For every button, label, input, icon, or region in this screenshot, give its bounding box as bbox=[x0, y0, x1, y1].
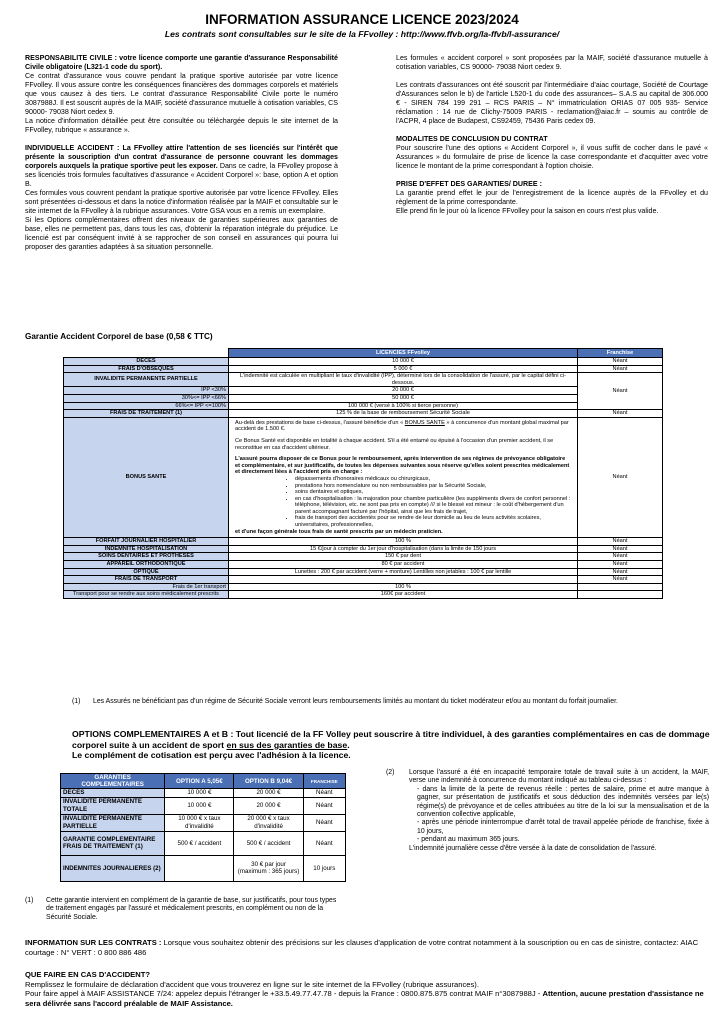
table-row: GARANTIE COMPLEMENTAIRE FRAIS DE TRAITEMENT (1) 500 € / accident 500 € / accident Néant bbox=[61, 831, 346, 855]
ia-body2: Ces formules vous couvrent pendant la pratique sportive autorisée par votre licence FFvolley. Elles sont présentées ci-dessous et dans la notice d'information réalisée par la MAIF et consultable sur le site internet de la FFvolley à la rubrique assurances. Votre GSA vous en a remis un exemplaire. bbox=[25, 189, 338, 215]
opt-note2: Lorsque l'assuré a été en incapacité temporaire totale de travail suite à un accident, la MAIF, verse une indemnité à concurrence du montant indiqué au tableau ci-dessus : - dans la limite de la perte de revenus réelle : pertes de salaire, prime et autre manque à gagner, sur présentation de justificatifs et sous déduction des indemnités versées par le(s) régime(s) de prévoyance et de celles attribuées au titre de la loi sur la mensualisation et de la convention collective applicable, - après une période ininterrompue d'arrêt total de travail appelée période de franchise, fixée à 10 jours, - pendant au maximum 365 jours. L'indemnité journalière cesse d'être versée à la date de consolidation de l'assuré. bbox=[409, 769, 709, 852]
rc-lead: RESPONSABILITE CIVILE : votre licence comporte une garantie d'assurance Responsabilité Civile obligatoire (L321-1 code du sport). bbox=[25, 54, 338, 71]
info-contracts: INFORMATION SUR LES CONTRATS : Lorsque vous souhaitez obtenir des précisions sur les clauses d'application de votre contrat notamment à la souscription ou en cas de sinistre, contactez: AIAC courtage : N° VERT : 0 800 886 486 bbox=[25, 938, 699, 957]
table-row: 66%<= IPP <=100% 100 000 € (versé à 100% si tierce personne) bbox=[64, 402, 663, 410]
ia-lead: INDIVIDUELLE ACCIDENT : La FFvolley attire l'attention de ses licenciés sur l'intérêt que présente la souscription d'un contrat d'assurance de personne couvrant les dommages corporels auxquels la pratique sportive peut les exposer. bbox=[25, 144, 338, 170]
table-row: INVALIDITE PERMANENTE TOTALE 10 000 € 20 000 € Néant bbox=[61, 797, 346, 814]
base-note: Les Assurés ne bénéficiant pas d'un régime de Sécurité Sociale verront leurs remboursements limités au montant du ticket modérateur et/ou au montant du forfait journalier. bbox=[93, 698, 618, 705]
bonus-sante-detail: Au-delà des prestations de base ci-dessus, l'assuré bénéficie d'un « BONUS SANTE » à concurrence d'un montant global maximal par accident de 1.500 €. Ce Bonus Santé est disponible en totalité à chaque accident. S'il a été entamé ou épuisé à l'occasion d'un premier accident, il se reconstitue en cas d'accident ultérieur. L'assuré pourra disposer de ce Bonus pour le remboursement, après intervention de ses régimes de prévoyance obligatoire et complémentaire, et sur justificatifs, de toutes les dépenses suivantes sous réserve qu'elles soient prescrites médicalement et directement liées à l'accident pris en charge : • dépassements d'honoraires médicaux ou chirurgicaux, • prestations hors nomenclature ou non remboursables par la Sécurité Sociale, • soins dentaires et optiques, • en cas d'hospitalisation : la majoration pour chambre particulière (les suppléments divers de confort personnel : téléphone, télévision, etc. ne sont pas pris en compte) /// si le blessé est mineur : le coût d'hébergement d'un parent accompagnant facturé par l'hôpital, ainsi que les frais de trajet, • frais de transport des accidentés pour se rendre de leur domicile au lieu de leurs activités scolaires, universitaires, professionnelles, et d'une façon générale tous frais de santé prescrits par un médecin praticien. bbox=[229, 417, 578, 538]
table-row: OPTIQUE Lunettes : 200 € par accident (verre + monture) Lentilles non jetables : 100 € par lentille Néant bbox=[64, 568, 663, 576]
rc-body1: Ce contrat d'assurance vous couvre pendant la pratique sportive autorisée par votre licence FFvolley. Il vous assure contre les conséquences financières des dommages corporels et matériels que vous causez à des tiers. Le contrat d'assurance Responsabilité Civile porte le numéro 3087988J. Il est souscrit auprès de la MAIF, société d'assurance mutuelle à cotisation variables, CS 90000- 79038 Niort cedex 9. bbox=[25, 72, 338, 116]
effet-title: PRISE D'EFFET DES GARANTIES/ DUREE : bbox=[396, 180, 542, 188]
table-row: INVALIDITE PERMANENTE PARTIELLE L'indemnité est calculée en multipliant le taux d'invalidité (IPP), déterminé lors de la consolidation de l'assuré, par le capital défini ci-dessous. Néant bbox=[64, 373, 663, 387]
table-row: FRAIS DE TRAITEMENT (1) 125 % de la base de remboursement Sécurité Sociale Néant bbox=[64, 410, 663, 418]
table-row: Frais de 1er transport 100 % bbox=[64, 583, 663, 591]
table-row: FRAIS DE TRANSPORT Néant bbox=[64, 576, 663, 584]
base-note-num: (1) bbox=[72, 698, 81, 705]
right-column bbox=[396, 54, 708, 216]
table-row: APPAREIL ORTHODONTIQUE 80 € par accident Néant bbox=[64, 561, 663, 569]
table-row: IPP <30% 20 000 € bbox=[64, 387, 663, 395]
effet-body1: La garantie prend effet le jour de l'enregistrement de la licence auprès de la FFvolley et du règlement de la prime correspondante. bbox=[396, 189, 708, 206]
opt-note1: Cette garantie intervient en complément de la garantie de base, sur justificatifs, pour tous types de traitement engagés par l'assuré et médicalement prescrits, en complément ou non de la Sécurité Sociale. bbox=[46, 897, 337, 921]
base-table-title: Garantie Accident Corporel de base (0,58 € TTC) bbox=[25, 332, 213, 341]
bonus-list: • dépassements d'honoraires médicaux ou chirurgicaux, • prestations hors nomenclature ou non remboursables par la Sécurité Sociale, • soins dentaires et optiques, • en cas d'hospitalisation : la majoration pour chambre particulière (les suppléments divers de confort personnel : téléphone, télévision, etc. ne sont pas pris en compte) /// si le blessé est mineur : le coût d'hébergement d'un parent accompagnant facturé par l'hôpital, ainsi que les frais de trajet, • frais de transport des accidentés pour se rendre de leur domicile au lieu de leurs activités scolaires, universitaires, professionnelles, bbox=[235, 476, 571, 529]
page-title: INFORMATION ASSURANCE LICENCE 2023/2024 bbox=[205, 12, 519, 27]
base-guarantee-table bbox=[63, 348, 663, 599]
table-row: 30%<= IPP <66% 50 000 € bbox=[64, 394, 663, 402]
modalites-title: MODALITES DE CONCLUSION DU CONTRAT bbox=[396, 135, 548, 143]
table-row-bonus: BONUS SANTE Au-delà des prestations de base ci-dessus, l'assuré bénéficie d'un « BONUS SANTE » à concurrence d'un montant global maximal par accident de 1.500 €. Ce Bonus Santé est disponible en totalité à chaque accident. S'il a été entamé ou épuisé à l'occasion d'un premier accident, il se reconstitue en cas d'accident ultérieur. L'assuré pourra disposer de ce Bonus pour le remboursement, après intervention de ses régimes de prévoyance obligatoire et complémentaire, et sur justificatifs, de toutes les dépenses suivantes sous réserve qu'elles soient prescrites médicalement et directement liées à l'accident pris en charge : • dépassements d'honoraires médicaux ou chirurgicaux, • prestations hors nomenclature ou non remboursables par la Sécurité Sociale, • soins dentaires et optiques, • en cas d'hospitalisation : la majoration pour chambre particulière (les suppléments divers de confort personnel : téléphone, télévision, etc. ne sont pas pris en compte) /// si le blessé est mineur : le coût d'hébergement d'un parent accompagnant facturé par l'hôpital, ainsi que les frais de trajet, • frais de transport des accidentés pour se rendre de leur domicile au lieu de leurs activités scolaires, universitaires, professionnelles, et d'une façon générale tous frais de santé prescrits par un médecin praticien. Néant bbox=[64, 417, 663, 538]
page-subtitle: Les contrats sont consultables sur le site de la FFvolley : http://www.ffvb.org/la-ffvb/l-assurance/ bbox=[164, 29, 560, 39]
ia-body1: Dans ce cadre, la FFvolley propose à ses licenciés trois formules facultatives d'assurance « Accident Corporel »: base, option A et option B. bbox=[25, 162, 338, 188]
aiac-info: Les contrats d'assurances ont été souscrit par l'intermédiaire d'aiac courtage, Société de Courtage d'Assurances selon le b) de l'article L520-1 du code des assurances– S.A.S au capital de 306.000 € - SIREN 784 199 291 – RCS PARIS – N° immatriculation ORIAS 07 005 935- Service réclamation : 14 rue de Clichy-75009 PARIS - reclamation@aiac.fr – soumis au contrôle de l'ACPR, 4 place de Budapest, CS92459, 75436 Paris cedex 09. bbox=[396, 81, 708, 125]
table-row: INVALIDITE PERMANENTE PARTIELLE 10 000 € x taux d'invalidité 20 000 € x taux d'invalidité Néant bbox=[61, 814, 346, 831]
effet-body2: Elle prend fin le jour où la licence FFvolley pour la saison en cours n'est plus valide. bbox=[396, 207, 659, 215]
maif-intro: Les formules « accident corporel » sont proposées par la MAIF, société d'assurance mutuelle à cotisation variables, CS 90000- 79038 Niort cedex 9. bbox=[396, 54, 708, 71]
options-intro: OPTIONS COMPLEMENTAIRES A et B : Tout licencié de la FF Volley peut souscrire à titre individuel, à des garanties complémentaires en cas de dommage corporel suite à un accident de sport en sus des garanties de base. Le complément de cotisation est perçu avec l'adhésion à la licence. bbox=[72, 729, 710, 761]
opt-note2-num: (2) bbox=[386, 769, 395, 776]
ia-body3: Si les Options complémentaires offrent des niveaux de garanties supérieures aux garanties de base, elles ne permettent pas, dans tous les cas, d'obtenir la réparation intégrale du préjudice. Le licencié est par conséquent invité à se rapprocher de son conseil en assurances qui pourra lui proposer des garanties adaptées à sa situation personnelle. bbox=[25, 216, 338, 251]
table-row: DECES 10 000 € 20 000 € Néant bbox=[61, 789, 346, 797]
accident-section: QUE FAIRE EN CAS D'ACCIDENT? Remplissez le formulaire de déclaration d'accident que vous trouverez en ligne sur le site internet de la FFvolley (rubrique assurances). Pour faire appel à MAIF ASSISTANCE 7/24: appelez depuis l'étranger le +33.5.49.77.47.78 - depuis la France : 0800.875.875 contrat MAIF n°3087988J - Attention, aucune prestation d'assistance ne sera délivrée sans l'accord préalable de MAIF Assistance. bbox=[25, 970, 704, 1008]
table-row: FRAIS D'OBSEQUES 5 000 € Néant bbox=[64, 365, 663, 373]
modalites-body: Pour souscrire l'une des options « Accident Corporel », il vous suffit de cocher dans le pavé « Assurances » du formulaire de prise de licence la case correspondante et d'acquitter avec votre licence le montant de la prime correspondant à l'option choisie. bbox=[396, 144, 708, 170]
table-row: DECES 10 000 € Néant bbox=[64, 358, 663, 366]
opt-note1-num: (1) bbox=[25, 897, 34, 904]
col-licences-header: LICENCIES FFvolley bbox=[229, 349, 578, 358]
left-column bbox=[25, 54, 338, 252]
table-row: INDEMNITE HOSPITALISATION 15 €/jour à compter du 1er jour d'hospitalisation (dans la limite de 150 jours Néant bbox=[64, 545, 663, 553]
table-row: Transport pour se rendre aux soins médicalement prescrits 160€ par accident bbox=[64, 591, 663, 599]
rc-body2: La notice d'information détaillée peut être consultée ou téléchargée depuis le site internet de la FFvolley, rubrique « assurance ». bbox=[25, 117, 338, 134]
table-row: SOINS DENTAIRES ET PROTHESES 150 € par dent Néant bbox=[64, 553, 663, 561]
table-row: INDEMNITES JOURNALIERES (2) 30 € par jour (maximum : 365 jours) 10 jours bbox=[61, 855, 346, 881]
table-row: FORFAIT JOURNALIER HOSPITALIER 100 % Néant bbox=[64, 538, 663, 546]
options-table: GARANTIES COMPLEMENTAIRES OPTION A 5,05€ OPTION B 9,04€ FRANCHISE DECES 10 000 € 20 000 € Néant INVALIDITE PERMANENTE TOTALE 10 000 € 20 000 € Néant INVALIDITE PERMANENTE PARTIELLE 10 000 € x taux d'invalidité 20 000 € x taux d'invalidité Néant GARANTIE COMPLEMENTAIRE FRAIS DE TRAITEMENT (1) 500 € / accident 500 € / accident Néant INDEMNITES JOURNALIERES (2) 30 € par jour (maximum : 365 jours) 10 jours bbox=[60, 773, 346, 882]
col-franchise-header: Franchise bbox=[578, 349, 663, 358]
